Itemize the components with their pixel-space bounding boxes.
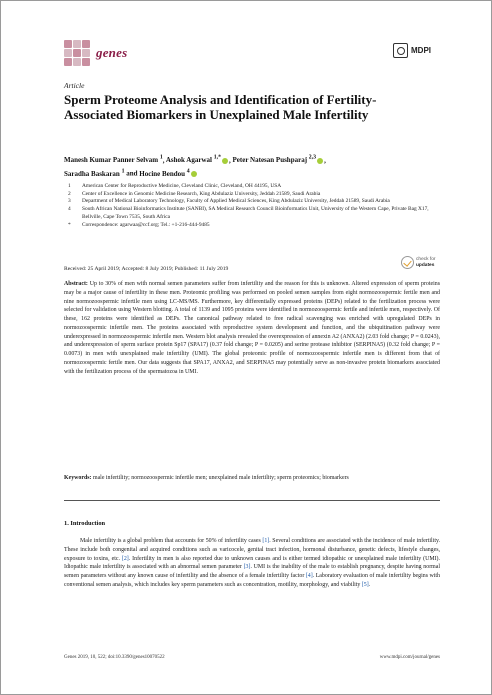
orcid-icon[interactable] xyxy=(191,171,197,177)
citation-link[interactable]: [2] xyxy=(121,555,129,562)
check-for-updates-badge[interactable]: check for updates xyxy=(401,256,435,269)
citation-link[interactable]: [4] xyxy=(305,573,313,579)
affiliation-item: 2 Center of Excellence in Genomic Medicine Research, King Abdulaziz University, Jeddah 21589, Saudi Arabia xyxy=(68,190,321,197)
journal-name: genes xyxy=(96,45,128,60)
citation-link[interactable]: [1] xyxy=(262,538,270,544)
publisher-logo xyxy=(393,43,431,58)
publication-dates: Received: 25 April 2019; Accepted: 8 July 2019; Published: 11 July 2019 xyxy=(64,266,229,272)
abstract-label: Abstract: xyxy=(64,281,88,287)
section-heading: 1. Introduction xyxy=(64,520,106,527)
affiliation-item: 3 Department of Medical Laboratory Technology, Faculty of Applied Medical Sciences, King Abdulaziz University, Jeddah 21589, Saudi Arabia xyxy=(68,198,390,205)
mdpi-icon xyxy=(393,43,408,58)
orcid-icon[interactable] xyxy=(222,158,228,164)
intro-paragraph: Male infertility is a global problem that accounts for 50% of infertility cases [1]. Several conditions are associated with the incidence of male infertility. These include both congenital and acquired conditions such as varicocele, genital tract infection, hormonal disturbance, genetic defects, lifestyle changes, exposure to toxins, etc. [2]. Infertility in men is also reported due to unknown causes and is either termed idiopathic or unexplained male infertility (UMI). Idiopathic male infertility is associated with an abnormal semen parameter [3]. UMI is the inability of the male to establish pregnancy, despite having normal semen parameters without any known cause of infertility and the absence of a female infertility factor [4]. Laboratory evaluation of male infertility begins with conventional semen analysis, which includes key sperm parameters such as concentration, motility, morphology, and viability [5]. xyxy=(64,538,440,588)
publisher-name: MDPI xyxy=(411,46,431,55)
page-footer xyxy=(64,655,440,660)
citation-link[interactable]: [5] xyxy=(361,581,369,588)
author: Saradha Baskaran $^1$ xyxy=(64,168,125,178)
orcid-icon[interactable] xyxy=(317,158,323,164)
check-updates-icon xyxy=(401,256,414,269)
affiliation-item: 4 South African National Bioinformatics Institute (SANBI), SA Medical Research Council Bioinformatics Unit, University of the Western Cape, Private Bag X17, Bellville, Cape Town 7535, South Africa xyxy=(68,206,429,220)
paper-title: Sperm Proteome Analysis and Identification of Fertility-Associated Biomarkers in Unexplained Male Infertility xyxy=(64,92,377,122)
affiliations xyxy=(64,183,444,229)
genes-logo-icon xyxy=(64,40,90,66)
abstract xyxy=(64,280,440,376)
author: Ashok Agarwal $^{1,*}$ xyxy=(166,156,229,164)
abstract-text: Up to 30% of men with normal semen parameters suffer from infertility and the reason for this is unknown. Altered expression of sperm proteins may be a major cause of infertility in these men. Proteomic profiling was performed on pooled semen samples from eight normozoospermic fertile men and nine normozoospermic infertile men using LC-MS/MS. Furthermore, key differentially expressed proteins (DEPs) related to the fertilization process were selected for validation using Western blotting. A total of 1139 and 1095 proteins were identified in normozoospermic fertile and infertile men, respectively. Of these, 162 proteins were identified as DEPs. The canonical pathway related to free radical scavenging was enriched with upregulated DEPs in normozoospermic infertile men. The proteins associated with reproductive system development and function, and the ubiquitination pathway were underexpressed in normozoospermic infertile men. Western blot analysis revealed the overexpression of annexin A2 (ANXA2) (2.03 fold change; P = 0.0243), and underexpression of sperm surface protein Sp17 (SPA17) (0.37 fold change; P = 0.0205) and serine protease inhibitor (SERPINA5) (0.32 fold change; P = 0.0073) in men with unexplained male infertility (UMI). The global proteomic profile of normozoospermic infertile men is different from that of normozoospermic fertile men. Our data suggests that SPA17, ANXA2, and SERPINA5 may potentially serve as non-invasive protein biomarkers associated with the fertilization process of the spermatozoa in UMI. xyxy=(64,281,440,375)
author: Peter Natesan Pushparaj $^{2,3}$ xyxy=(233,156,325,164)
keywords xyxy=(64,474,440,483)
author: Manesh Kumar Panner Selvam $^1$ xyxy=(64,155,163,165)
keywords-text: male infertility; normozoospermic infertile men; unexplained male infertility; sperm proteomics; biomarkers xyxy=(92,475,349,481)
footer-url[interactable]: www.mdpi.com/journal/genes xyxy=(379,655,440,660)
divider xyxy=(64,500,440,501)
journal-logo xyxy=(64,40,127,66)
author-list: Manesh Kumar Panner Selvam $^1$, Ashok Agarwal $^{1,*}$ , Peter Natesan Pushparaj $^{2,3}$ , Saradha Baskaran $^1$ and Hocine Bendou $^4$ xyxy=(64,155,326,178)
author: Hocine Bendou $^4$ xyxy=(139,170,197,178)
keywords-label: Keywords: xyxy=(64,475,92,481)
correspondence: * Correspondence: agarwaa@ccf.org; Tel.: +1-216-444-9485 xyxy=(68,221,210,228)
citation-link[interactable]: [3] xyxy=(243,564,251,571)
affiliation-item: 1 American Center for Reproductive Medicine, Cleveland Clinic, Cleveland, OH 44195, USA xyxy=(68,183,282,189)
article-type: Article xyxy=(64,81,85,90)
footer-citation: Genes 2019, 10, 522; doi:10.3390/genes10070522 xyxy=(64,655,165,660)
